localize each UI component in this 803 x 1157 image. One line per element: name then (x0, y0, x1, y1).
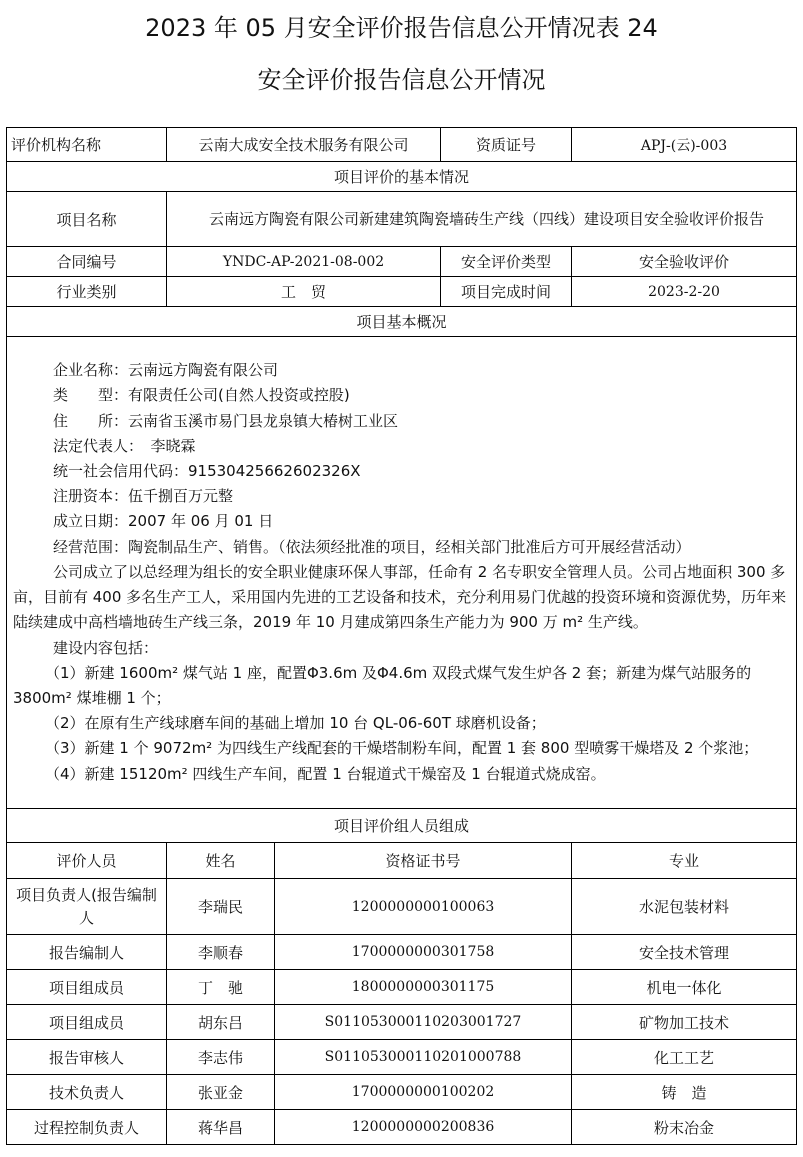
credit-code-line: 统一社会信用代码：91530425662602326X (53, 462, 361, 481)
industry-label: 行业类别 (7, 277, 167, 307)
company-type-line: 类 型：有限责任公司(自然人投资或控股) (53, 386, 350, 405)
org-label: 评价机构名称 (7, 128, 167, 162)
project-name-label: 项目名称 (7, 192, 167, 247)
member-name: 胡东吕 (167, 1005, 275, 1040)
member-cert: 1200000000100063 (275, 879, 572, 935)
eval-type-label: 安全评价类型 (441, 247, 572, 277)
member-cert: 1200000000200836 (275, 1110, 572, 1145)
col-role: 评价人员 (7, 843, 167, 879)
contract-value: YNDC-AP-2021-08-002 (167, 247, 441, 277)
member-cert: 1700000000100202 (275, 1075, 572, 1110)
table-row (7, 1005, 797, 1040)
col-cert: 资格证书号 (275, 843, 572, 879)
table-row (7, 1075, 797, 1110)
table-row (7, 935, 797, 970)
member-role: 项目负责人(报告编制人 (7, 879, 167, 935)
member-role: 过程控制负责人 (7, 1110, 167, 1145)
member-role: 项目组成员 (7, 970, 167, 1005)
member-major: 粉末冶金 (572, 1110, 797, 1145)
member-name: 李瑞民 (167, 879, 275, 935)
member-name: 张亚金 (167, 1075, 275, 1110)
complete-time-value: 2023-2-20 (572, 277, 797, 307)
industry-value: 工 贸 (167, 277, 441, 307)
member-cert: S011053000110203001727 (275, 1005, 572, 1040)
complete-time-label: 项目完成时间 (441, 277, 572, 307)
col-name: 姓名 (167, 843, 275, 879)
member-role: 项目组成员 (7, 1005, 167, 1040)
member-major: 机电一体化 (572, 970, 797, 1005)
eval-type-value: 安全验收评价 (572, 247, 797, 277)
member-role: 报告审核人 (7, 1040, 167, 1075)
report-subtitle: 安全评价报告信息公开情况 (257, 66, 546, 94)
info-table (6, 127, 797, 1145)
team-section-header: 项目评价组人员组成 (7, 809, 797, 843)
legal-rep-line: 法定代表人： 李晓霖 (53, 436, 196, 455)
org-value: 云南大成安全技术服务有限公司 (167, 128, 441, 162)
address-line: 住 所：云南省玉溪市易门县龙泉镇大椿树工业区 (53, 411, 399, 430)
founding-date-line: 成立日期：2007 年 06 月 01 日 (53, 512, 274, 531)
company-description: 公司成立了以总经理为组长的安全职业健康环保人事部，任命有 2 名专职安全管理人员。公司占地面积 300 多亩，目前有 400 多名生产工人，采用国内先进的工艺设备和技术，充分利用易门优越的投资环境和资源优势，历年来陆续建成中高档墙地砖生产线三条，2019 年 10 月建成第四条生产能力为 900 万 m² 生产线。 (13, 562, 787, 632)
report-title: 2023 年 05 月安全评价报告信息公开情况表 24 (145, 14, 658, 42)
member-major: 铸 造 (572, 1075, 797, 1110)
member-name: 李志伟 (167, 1040, 275, 1075)
table-row (7, 1040, 797, 1075)
content-item: （3）新建 1 个 9072m² 为四线生产线配套的干燥塔制粉车间，配置 1 套 800 型喷雾干燥塔及 2 个浆池； (45, 739, 759, 758)
project-name-value: 云南远方陶瓷有限公司新建建筑陶瓷墙砖生产线（四线）建设项目安全验收评价报告 (167, 192, 797, 247)
member-cert: S011053000110201000788 (275, 1040, 572, 1075)
table-row (7, 970, 797, 1005)
content-item: （1）新建 1600m² 煤气站 1 座，配置Φ3.6m 及Φ4.6m 双段式煤气发生炉各 2 套；新建为煤气站服务的 3800m² 煤堆棚 1 个； (13, 663, 752, 707)
cert-label: 资质证号 (441, 128, 572, 162)
capital-line: 注册资本：伍千捌百万元整 (53, 487, 234, 506)
member-major: 矿物加工技术 (572, 1005, 797, 1040)
content-item: （2）在原有生产线球磨车间的基础上增加 10 台 QL-06-60T 球磨机设备； (45, 714, 546, 733)
team-header-row (7, 843, 797, 879)
company-name-line: 企业名称：云南远方陶瓷有限公司 (53, 361, 279, 380)
contract-label: 合同编号 (7, 247, 167, 277)
overview-content (7, 337, 797, 809)
business-scope-line: 经营范围：陶瓷制品生产、销售。（依法须经批准的项目，经相关部门批准后方可开展经营活动） (53, 537, 691, 556)
overview-section-header: 项目基本概况 (7, 307, 797, 337)
member-role: 技术负责人 (7, 1075, 167, 1110)
member-name: 丁 驰 (167, 970, 275, 1005)
member-name: 李顺春 (167, 935, 275, 970)
member-cert: 1800000000301175 (275, 970, 572, 1005)
col-major: 专业 (572, 843, 797, 879)
table-row (7, 879, 797, 935)
table-row (7, 1110, 797, 1145)
content-intro: 建设内容包括： (53, 638, 159, 657)
member-major: 水泥包装材料 (572, 879, 797, 935)
member-major: 安全技术管理 (572, 935, 797, 970)
member-major: 化工工艺 (572, 1040, 797, 1075)
cert-value: APJ-(云)-003 (572, 128, 797, 162)
member-role: 报告编制人 (7, 935, 167, 970)
content-item: （4）新建 15120m² 四线生产车间，配置 1 台辊道式干燥窑及 1 台辊道式烧成窑。 (45, 764, 606, 783)
member-name: 蒋华昌 (167, 1110, 275, 1145)
member-cert: 1700000000301758 (275, 935, 572, 970)
basic-section-header: 项目评价的基本情况 (7, 162, 797, 192)
org-row (7, 128, 797, 162)
